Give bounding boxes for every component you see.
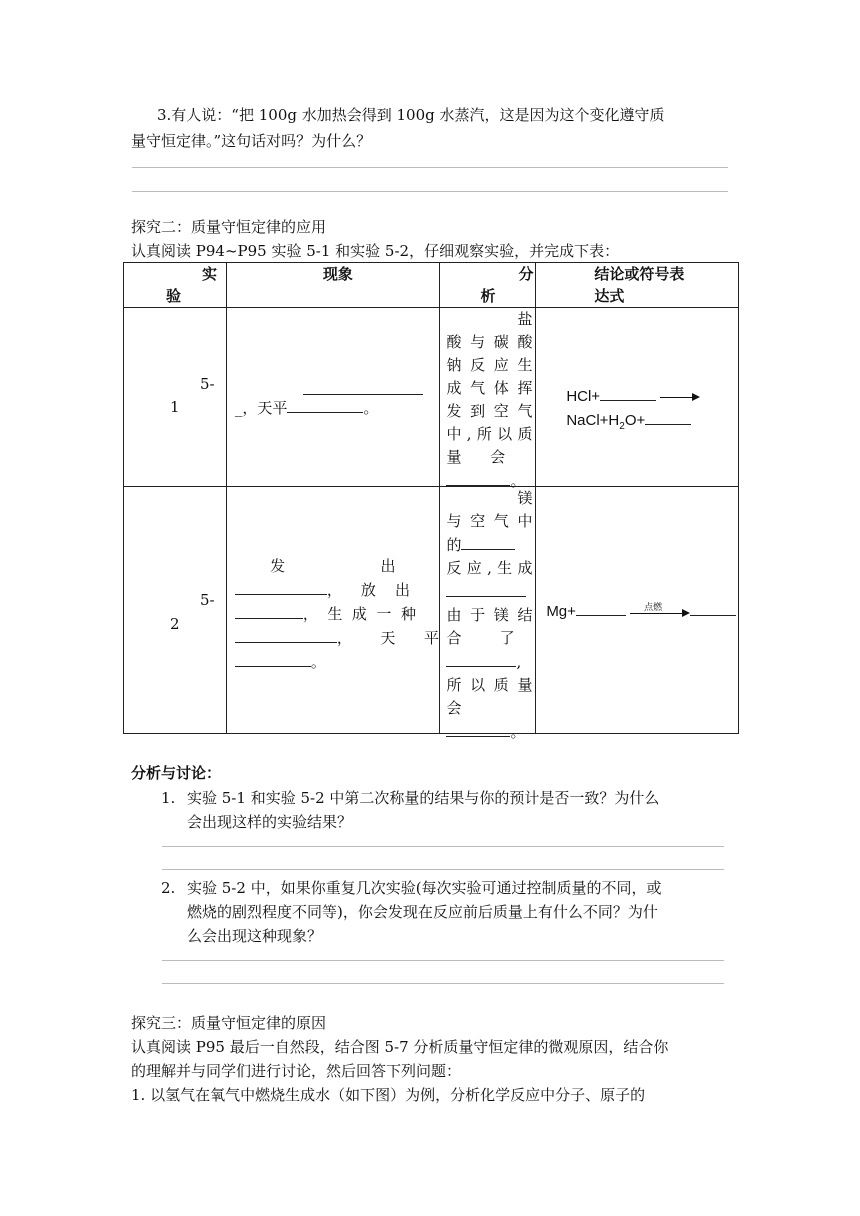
row2-phen-2: ， 生 成 一 种 bbox=[302, 605, 416, 623]
row1-ana-3: 成气体挥 bbox=[446, 379, 533, 397]
table-row bbox=[124, 487, 739, 734]
blank[interactable] bbox=[235, 602, 303, 619]
table-row bbox=[124, 308, 739, 487]
header-experiment bbox=[124, 263, 227, 308]
row2-ana-2: 的 bbox=[446, 536, 462, 554]
blank[interactable] bbox=[303, 378, 423, 395]
row1-phen-a: _，天平 bbox=[234, 399, 288, 417]
row2-ana-9: 。 bbox=[510, 723, 526, 741]
header-conclusion-a: 结论或符号表 bbox=[594, 266, 685, 283]
answer-line bbox=[162, 869, 724, 870]
row1-ana-7: 。 bbox=[510, 472, 526, 490]
row2-ana-1: 与空气中 bbox=[446, 512, 533, 530]
q3-line1: 3.有人说：“把 100g 水加热会得到 100g 水蒸汽，这是因为这个变化遵守质 bbox=[157, 106, 665, 124]
item1-line1: 实验 5-1 和实验 5-2 中第二次称量的结果与你的预计是否一致？为什么 bbox=[187, 789, 660, 807]
row1-ana-0: 盐 bbox=[517, 310, 533, 328]
blank[interactable] bbox=[576, 599, 626, 616]
row2-ana-3: 反应,生成 bbox=[446, 559, 533, 577]
blank[interactable] bbox=[287, 396, 363, 413]
row1-id-a: 5- bbox=[200, 375, 215, 393]
row1-id-b: 1 bbox=[170, 398, 180, 416]
row1-concl-a: HCl+ bbox=[566, 388, 601, 405]
row2-phen-4: 。 bbox=[310, 653, 326, 671]
section2-intro: 认真阅读 P94~P95 实验 5-1 和实验 5-2，仔细观察实验，并完成下表： bbox=[131, 242, 620, 260]
row1-equation-line2 bbox=[566, 408, 691, 438]
row2-phen-0: 发 出 bbox=[270, 557, 396, 575]
row2-ana-8: 会 bbox=[446, 699, 462, 717]
experiment-table bbox=[123, 262, 739, 741]
row2-concl-a: Mg+ bbox=[546, 603, 576, 620]
blank[interactable] bbox=[690, 599, 736, 616]
q3-line2: 量守恒定律。”这句话对吗？为什么？ bbox=[131, 132, 372, 150]
row1-concl-b: NaCl+H bbox=[566, 412, 620, 429]
section3-line1: 认真阅读 P95 最后一自然段，结合图 5-7 分析质量守恒定律的微观原因，结合你 bbox=[131, 1038, 669, 1056]
blank[interactable] bbox=[446, 469, 510, 486]
header-analysis bbox=[440, 263, 536, 308]
row2-phen-3: ， 天 平 bbox=[336, 629, 440, 647]
item2-line2: 燃烧的剧烈程度不同等)，你会发现在反应前后质量上有什么不同？为什 bbox=[187, 903, 658, 921]
answer-line bbox=[132, 191, 728, 192]
row1-ana-5: 中,所以质 bbox=[446, 425, 533, 443]
arrow-icon bbox=[630, 604, 690, 620]
row2-ana-6: , bbox=[516, 653, 522, 671]
row1-ana-2: 钠反应生 bbox=[446, 356, 533, 374]
row2-phen-1: ， 放 出 bbox=[326, 581, 410, 599]
row1-ana-4: 发到空气 bbox=[446, 402, 533, 420]
header-phenomenon bbox=[226, 263, 440, 308]
item2-num: 2. bbox=[161, 879, 176, 897]
row2-equation bbox=[546, 599, 736, 623]
row2-ana-7: 所以质量 bbox=[446, 676, 533, 694]
blank[interactable] bbox=[235, 578, 327, 595]
header-analysis-b: 析 bbox=[480, 288, 496, 305]
blank[interactable] bbox=[235, 626, 337, 643]
row2-ana-4: 由于镁结 bbox=[446, 606, 533, 624]
header-exp-a: 实 bbox=[202, 266, 218, 283]
row2-analysis bbox=[440, 487, 536, 741]
arrow-icon bbox=[660, 392, 700, 402]
item1-line2: 会出现这样的实验结果？ bbox=[187, 813, 353, 831]
item2-line1: 实验 5-2 中，如果你重复几次实验(每次实验可通过控制质量的不同，或 bbox=[187, 879, 662, 897]
section2-title: 探究二：质量守恒定律的应用 bbox=[131, 218, 327, 236]
section3-line3: 1. 以氢气在氧气中燃烧生成水（如下图）为例，分析化学反应中分子、原子的 bbox=[131, 1086, 646, 1104]
row2-id-a: 5- bbox=[200, 591, 215, 609]
item2-line3: 么会出现这种现象？ bbox=[187, 927, 323, 945]
ignite-label: 点燃 bbox=[644, 602, 663, 613]
row1-analysis bbox=[440, 308, 536, 490]
answer-line bbox=[162, 846, 724, 847]
row1-ana-6: 量 会 bbox=[446, 448, 506, 466]
section3-title: 探究三：质量守恒定律的原因 bbox=[131, 1014, 327, 1032]
answer-line bbox=[132, 167, 728, 168]
row1-ana-1: 酸与碳酸 bbox=[446, 333, 533, 351]
row2-phenomenon bbox=[226, 487, 440, 734]
header-phenomenon-label: 现象 bbox=[322, 266, 353, 283]
blank[interactable] bbox=[461, 533, 515, 550]
row1-phenomenon bbox=[226, 308, 440, 487]
blank[interactable] bbox=[645, 408, 691, 425]
blank[interactable] bbox=[600, 384, 656, 401]
blank[interactable] bbox=[446, 720, 510, 737]
row2-ana-0: 镁 bbox=[517, 489, 533, 507]
item1-num: 1. bbox=[161, 789, 176, 807]
table-header-row bbox=[124, 263, 739, 308]
header-exp-b: 验 bbox=[166, 288, 182, 305]
row1-concl-sub: 2 bbox=[619, 421, 625, 432]
row1-concl-c: O+ bbox=[624, 412, 646, 429]
blank[interactable] bbox=[446, 580, 526, 597]
header-conclusion bbox=[536, 263, 739, 308]
row2-ana-5: 合 了 bbox=[446, 629, 515, 647]
answer-line bbox=[162, 983, 724, 984]
discussion-title: 分析与讨论： bbox=[131, 764, 222, 782]
section3-line2: 的理解并与同学们进行讨论，然后回答下列问题： bbox=[131, 1062, 462, 1080]
row1-phen-end: 。 bbox=[363, 399, 379, 417]
row1-phen-text bbox=[235, 396, 379, 420]
row2-conclusion bbox=[536, 487, 739, 734]
row1-conclusion bbox=[536, 308, 739, 487]
row1-id bbox=[124, 308, 227, 487]
blank[interactable] bbox=[446, 650, 516, 667]
row1-equation-line1 bbox=[566, 384, 700, 408]
answer-line bbox=[162, 960, 724, 961]
header-analysis-a: 分 bbox=[518, 266, 534, 283]
header-conclusion-b: 达式 bbox=[594, 288, 625, 305]
row2-id bbox=[124, 487, 227, 734]
blank[interactable] bbox=[235, 650, 311, 667]
row2-id-b: 2 bbox=[170, 615, 180, 633]
